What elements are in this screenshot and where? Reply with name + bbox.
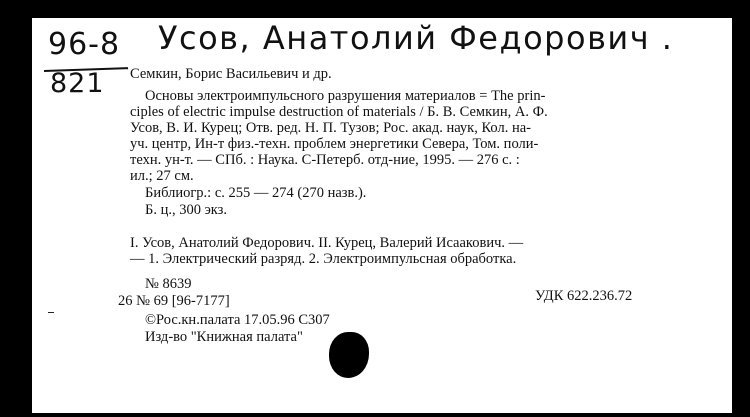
title-line: техн. ун-т. — СПб. : Наука. С-Петерб. отд-ние, 1995. — 276 с. : <box>130 152 520 168</box>
handwritten-heading: Усов, Анатолий Федорович . <box>158 19 674 57</box>
author-line: Семкин, Борис Васильевич и др. <box>130 66 332 82</box>
udc-code: УДК 622.236.72 <box>535 288 633 304</box>
title-line: ил.; 27 см. <box>130 168 194 184</box>
inventory-number: 26 № 69 [96-7177] <box>118 293 230 309</box>
title-line: уч. центр, Ин-т физ.-техн. проблем энергетики Севера, Том. поли- <box>130 136 539 152</box>
call-number-bottom: 821 <box>50 68 105 99</box>
publisher-stamp: ©Рос.кн.палата 17.05.96 С307 <box>145 312 330 328</box>
call-number-top: 96-8 <box>48 27 121 62</box>
catalog-card <box>32 18 732 413</box>
tracing-line: — 1. Электрический разряд. 2. Электроимпульсная обработка. <box>130 251 517 267</box>
title-line: ciples of electric impulse destruction of materials / Б. В. Семкин, А. Ф. <box>130 104 548 120</box>
title-line: Усов, В. И. Курец; Отв. ред. Н. П. Тузов; Рос. акад. наук, Кол. на- <box>130 120 531 136</box>
publisher-name: Изд-во "Книжная палата" <box>145 329 303 345</box>
tracing-line: I. Усов, Анатолий Федорович. II. Курец, Валерий Исаакович. — <box>130 235 524 251</box>
ink-blot <box>329 332 369 378</box>
price-circulation: Б. ц., 300 экз. <box>145 202 228 218</box>
inventory-number: № 8639 <box>145 276 192 292</box>
margin-mark <box>48 312 54 313</box>
title-line: Основы электроимпульсного разрушения материалов = The prin- <box>145 88 546 104</box>
bibliography-note: Библиогр.: с. 255 — 274 (270 назв.). <box>145 185 367 201</box>
